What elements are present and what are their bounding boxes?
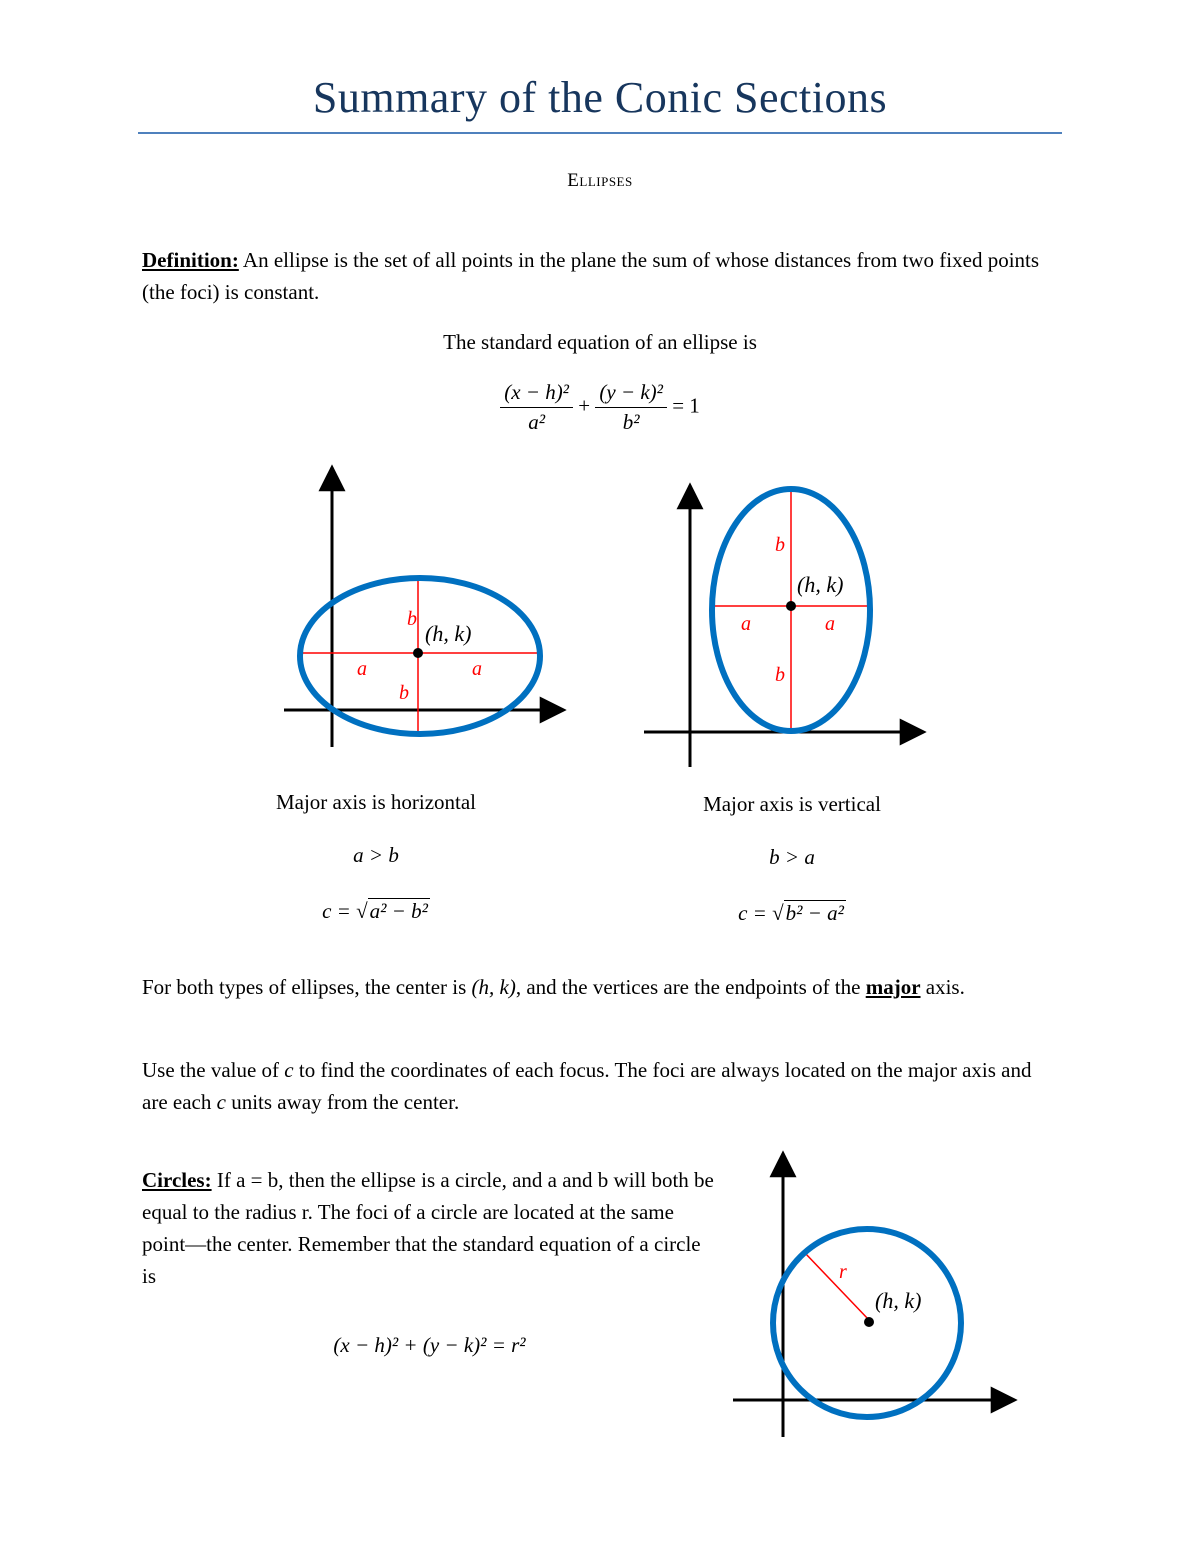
title-rule (138, 132, 1062, 134)
standard-intro: The standard equation of an ellipse is (443, 330, 757, 354)
standard-equation (0, 380, 1200, 435)
r-label: r (839, 1261, 847, 1283)
a-label-right: a (472, 658, 482, 680)
vertical-ellipse-figure (640, 475, 940, 775)
fraction-y-numerator: (y − k)² (595, 380, 667, 408)
horizontal-caption: Major axis is horizontal (275, 790, 477, 814)
c-variable: c (284, 1058, 294, 1082)
b-label-top: b (775, 534, 785, 556)
c-prefix: c = √ (738, 901, 784, 925)
fraction-x-numerator: (x − h)² (500, 380, 573, 408)
foci-text-b: to find the coordinates of each focus. The foci are always located on the major axis and are each (142, 1058, 1032, 1114)
equation-rhs: = 1 (672, 393, 700, 418)
horizontal-relation: a > b (353, 843, 399, 867)
radius-line (805, 1253, 869, 1320)
definition-paragraph (142, 244, 1062, 308)
circle-equation: (x − h)² + (y − k)² = r² (333, 1333, 526, 1357)
both-types-text-a: For both types of ellipses, the center is (142, 975, 472, 999)
a-label-left: a (357, 658, 367, 680)
center-dot (413, 648, 423, 658)
both-types-text-c: axis. (920, 975, 965, 999)
circles-text: If a = b, then the ellipse is a circle, and a and b will both be equal to the radius r. The foci of a circle are located at the same point—the center. Remember that the standard equation of a circle is (142, 1168, 714, 1288)
vertical-relation: b > a (769, 845, 815, 869)
b-label-bottom: b (399, 682, 409, 704)
c-radicand: b² − a² (785, 901, 844, 925)
a-label-right: a (825, 613, 835, 635)
horizontal-c-formula (206, 898, 546, 924)
center-dot (864, 1317, 874, 1327)
fraction-y-denominator: b² (622, 410, 640, 434)
page-title: Summary of the Conic Sections (312, 73, 888, 122)
fraction-y (595, 380, 667, 435)
both-types-text-b: , and the vertices are the endpoints of the (515, 975, 866, 999)
center-label: (h, k) (797, 572, 844, 597)
circle-figure (725, 1145, 1025, 1445)
center-label: (h, k) (875, 1288, 922, 1313)
fraction-x (500, 380, 573, 435)
definition-text: An ellipse is the set of all points in the plane the sum of whose distances from two fixed points (the foci) is constant. (142, 248, 1040, 304)
section-heading: Ellipses (567, 170, 633, 191)
c-radicand: a² − b² (369, 899, 428, 923)
foci-text-c: units away from the center. (225, 1090, 460, 1114)
a-label-left: a (741, 613, 751, 635)
c-variable-2: c (216, 1090, 226, 1114)
major-emphasis: major (865, 975, 921, 999)
center-notation: (h, k) (471, 975, 516, 999)
c-prefix: c = √ (322, 899, 368, 923)
foci-paragraph (142, 1054, 1062, 1118)
center-dot (786, 601, 796, 611)
foci-text-a: Use the value of (142, 1058, 285, 1082)
circles-paragraph (142, 1164, 717, 1292)
b-label-top: b (407, 608, 417, 630)
both-types-paragraph (142, 971, 1062, 1003)
b-label-bottom: b (775, 664, 785, 686)
fraction-x-denominator: a² (528, 410, 545, 434)
vertical-caption: Major axis is vertical (703, 792, 881, 816)
circles-label: Circles: (142, 1168, 212, 1192)
horizontal-ellipse-figure (270, 455, 580, 755)
center-label: (h, k) (425, 621, 472, 646)
plus-sign: + (578, 393, 591, 418)
definition-label: Definition: (142, 248, 239, 272)
vertical-c-formula (622, 900, 962, 926)
